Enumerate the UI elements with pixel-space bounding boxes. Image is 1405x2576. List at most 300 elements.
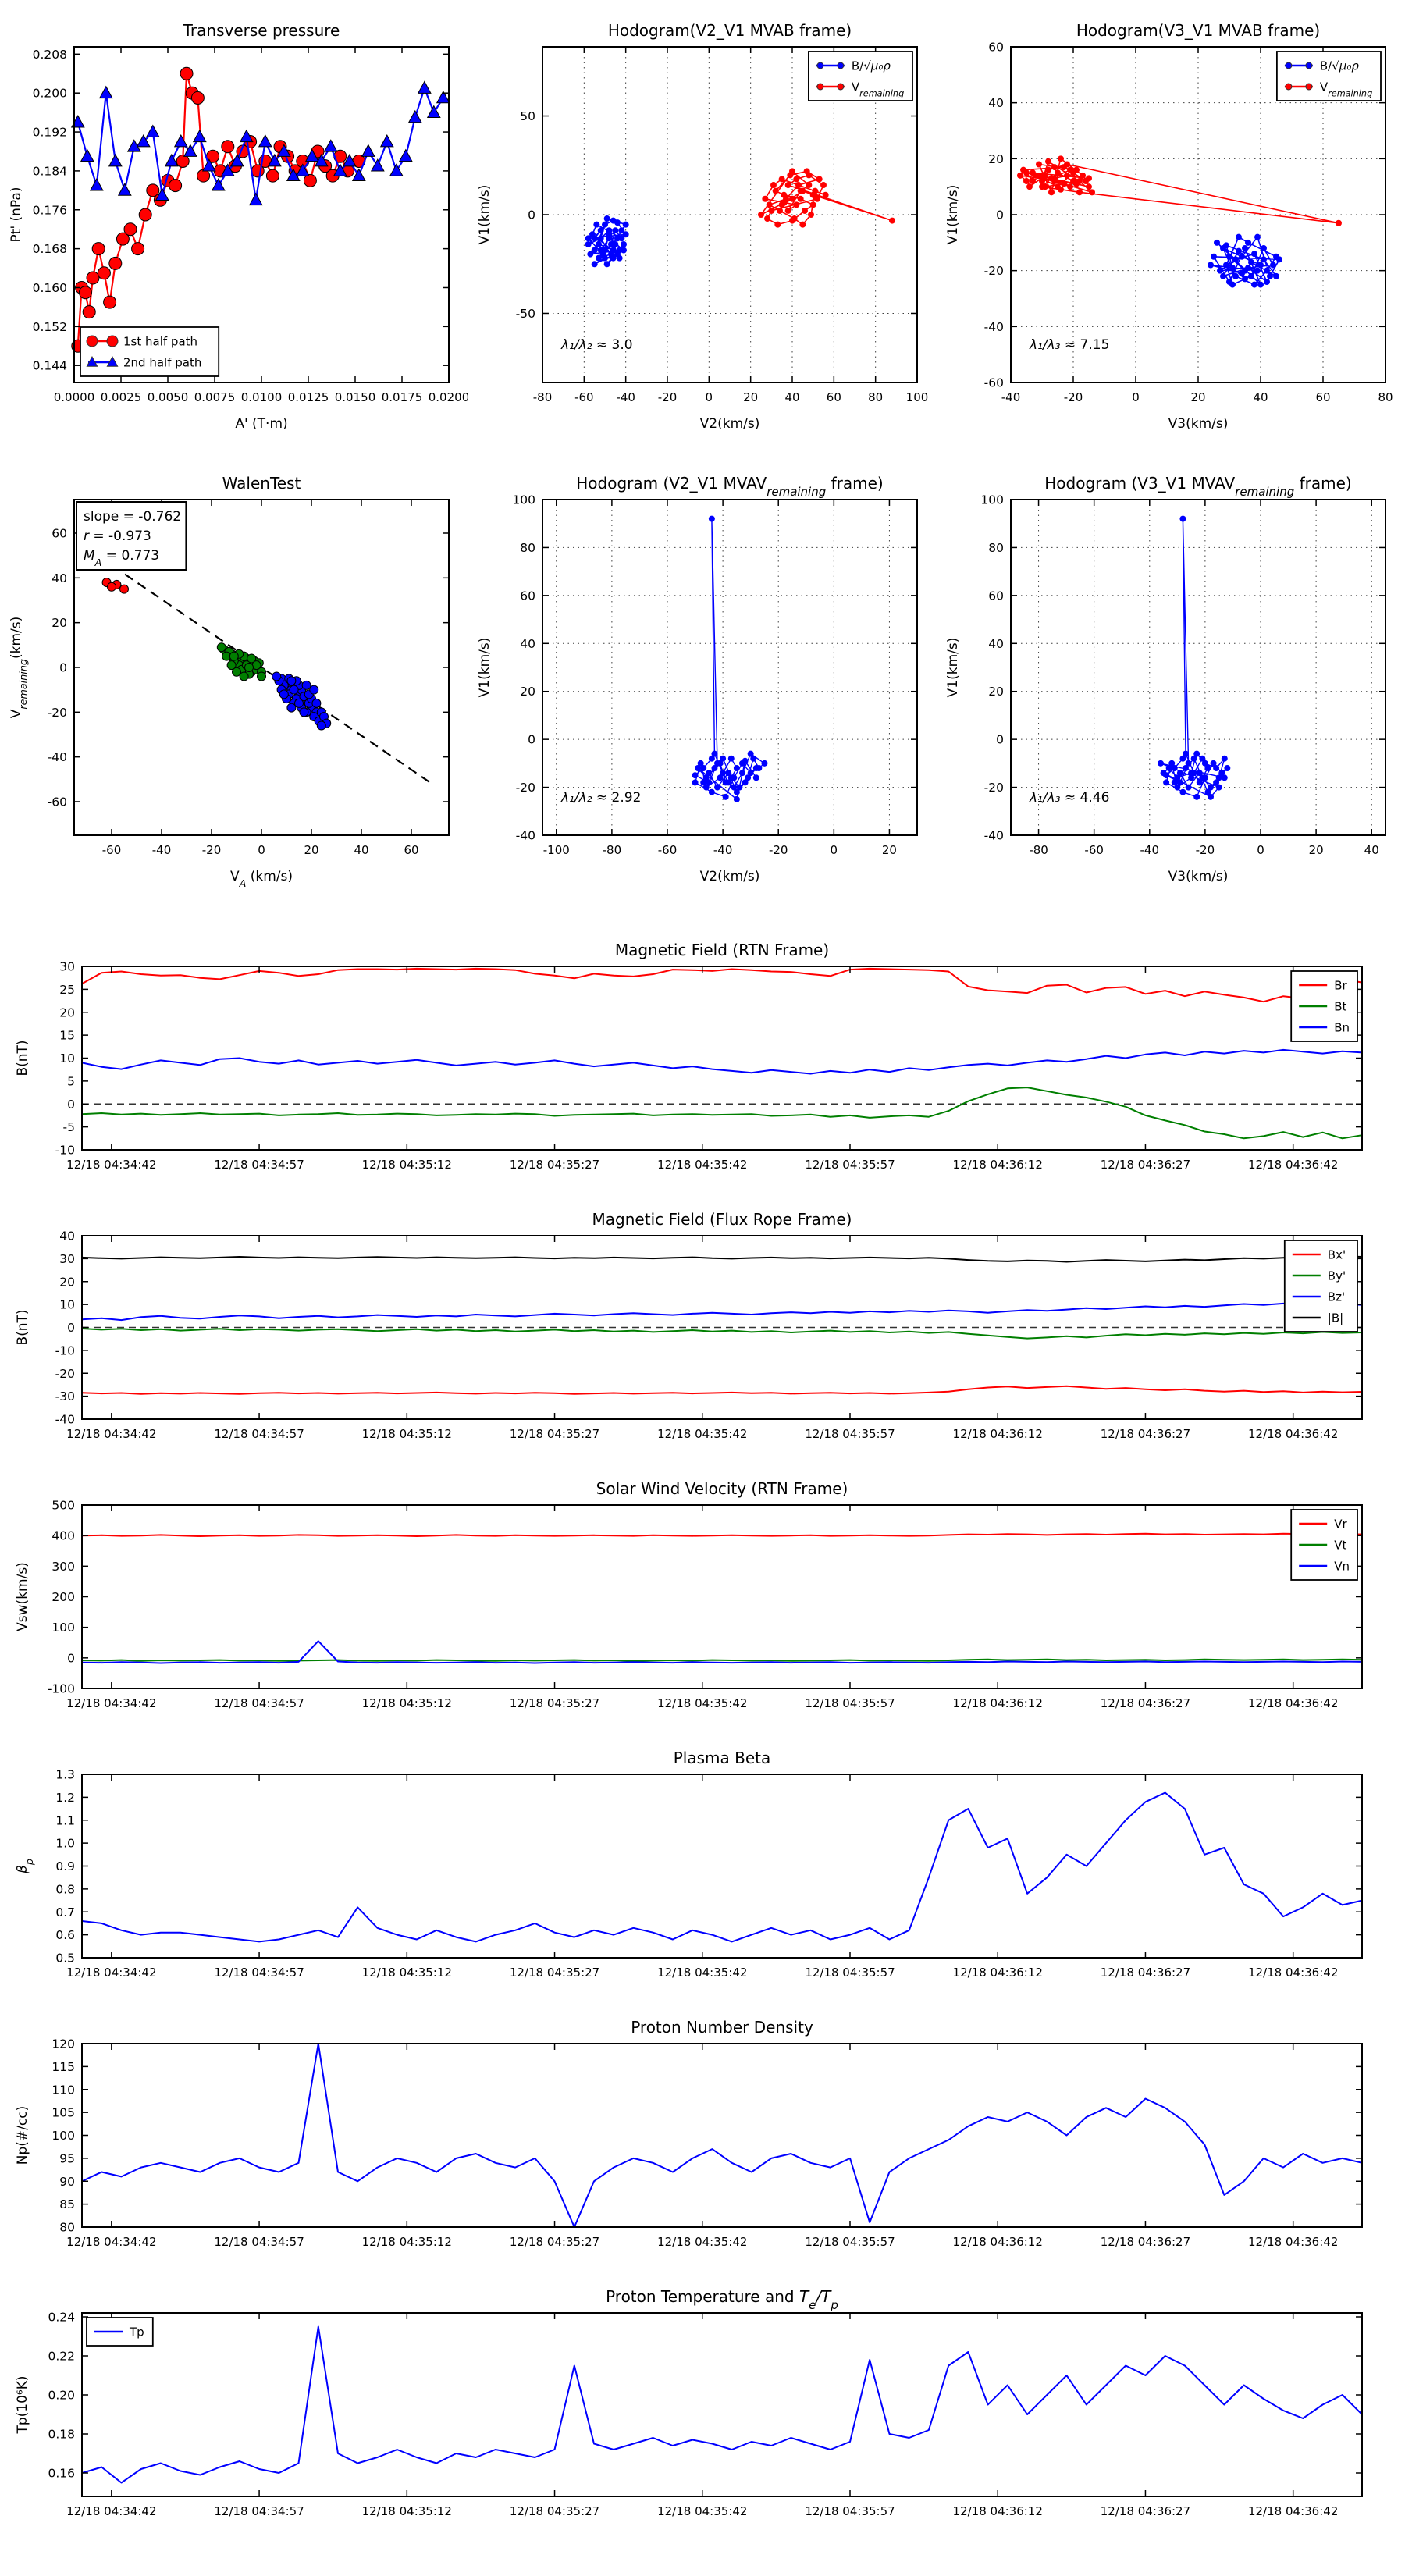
y-tick-label: 40 [59,1229,75,1244]
x-tick-label: 12/18 04:35:57 [805,2504,895,2518]
y-tick-label: 100 [512,493,535,507]
series-Br [82,969,1362,1002]
panel-magnetic-field-flux-rope [0,1206,1405,1475]
panel-magnetic-field-rtn [0,937,1405,1206]
y-axis-label: V1(km/s) [945,637,961,698]
ticks [55,1768,1362,1980]
panel-title: Proton Temperature and $T_e/T_p$ [606,2287,838,2312]
magnetic-field-flux-rope-chart [0,1206,1405,1475]
x-tick-label: -60 [657,843,678,857]
x-tick-label: 12/18 04:35:57 [805,1427,895,1441]
legend-label: Bx' [1327,1247,1346,1262]
y-tick-label: 110 [52,2083,75,2097]
x-tick-label: 12/18 04:36:12 [952,1696,1043,1710]
y-tick-label: 0 [67,1097,75,1112]
x-tick-label: 12/18 04:35:27 [509,2235,600,2249]
x-tick-label: 60 [826,390,841,404]
x-tick-label: 12/18 04:35:12 [361,2235,452,2249]
x-tick-label: 12/18 04:36:27 [1100,1427,1191,1441]
x-tick-label: 12/18 04:35:27 [509,1696,600,1710]
x-tick-label: 12/18 04:34:57 [214,1696,304,1710]
x-tick-label: -20 [1063,390,1083,404]
y-tick-label: 0 [996,732,1004,747]
y-tick-label: 0.152 [32,319,67,334]
y-tick-label: 200 [52,1590,75,1604]
y-tick-label: 1.1 [55,1813,75,1828]
legend-label: Br [1334,978,1347,993]
legend-label: Tp [130,2325,144,2339]
y-tick-label: -40 [984,828,1004,843]
y-tick-label: -20 [55,1366,75,1381]
series-Bz-prime [82,1304,1362,1320]
legend-label: Vt [1334,1538,1347,1553]
x-tick-label: 0 [830,843,838,857]
y-axis-label: Np(#/cc) [15,2105,30,2165]
legend-label: 2nd half path [123,355,202,370]
y-tick-label: 40 [520,636,535,651]
y-tick-label: 500 [52,1498,75,1513]
y-tick-label: 0.184 [32,164,67,179]
x-tick-label: 12/18 04:35:12 [361,1696,452,1710]
y-tick-label: 50 [520,109,535,124]
x-tick-label: 12/18 04:35:42 [657,1966,748,1980]
legend-label: By' [1327,1268,1346,1283]
y-tick-label: 20 [52,616,67,631]
x-tick-label: 12/18 04:36:12 [952,2235,1043,2249]
y-axis-label: B(nT) [15,1040,30,1076]
top-row-1 [0,12,1405,457]
x-tick-label: 0 [258,843,265,857]
y-tick-label: 100 [52,1621,75,1635]
y-tick-label: 0.20 [48,2388,75,2403]
y-tick-label: 60 [520,589,535,603]
y-tick-label: 0.192 [32,125,67,140]
axes-box [82,2044,1362,2227]
series-last-points [272,672,331,730]
series-B-over-sqrt-mu0rho [1208,234,1282,288]
x-tick-label: 12/18 04:36:27 [1100,2235,1191,2249]
x-tick-label: 0.0200 [428,390,468,404]
x-tick-label: 12/18 04:34:57 [214,1966,304,1980]
x-tick-label: 12/18 04:35:27 [509,1966,600,1980]
x-tick-label: 0.0025 [100,390,142,404]
y-tick-label: -50 [515,306,535,321]
panel-title: Plasma Beta [673,1749,771,1767]
y-axis-label: V1(km/s) [477,637,493,698]
x-tick-label: 0.0125 [287,390,329,404]
series-B-over-sqrt-mu0rho [585,215,629,267]
panel-title: Hodogram (V3_V1 $MVAV_{remaining}$ frame) [1044,474,1352,499]
y-tick-label: 25 [59,982,75,997]
y-tick-label: -20 [984,264,1004,279]
x-tick-label: 12/18 04:35:12 [361,1427,452,1441]
legend-label: $V_{remaining}$ [851,80,905,98]
legend [1291,971,1357,1041]
y-tick-label: 0 [67,1321,75,1335]
series-V-remaining [758,168,895,227]
legend-label: |B| [1327,1311,1344,1325]
series-Tp [82,2327,1362,2483]
x-tick-label: 12/18 04:35:12 [361,1158,452,1172]
y-axis-label: $\beta_p$ [15,1859,36,1873]
x-tick-label: 12/18 04:36:42 [1248,1696,1339,1710]
x-tick-label: 20 [743,390,759,404]
y-tick-label: 80 [59,2220,75,2235]
hodogram-v2v1-mvab-chart [468,12,937,457]
x-tick-label: -20 [657,390,678,404]
y-tick-label: 0.176 [32,203,67,218]
y-tick-label: -40 [984,319,1004,334]
y-tick-label: -20 [515,781,535,795]
y-tick-label: 0 [996,208,1004,222]
y-tick-label: 0.18 [48,2427,75,2442]
y-tick-label: 1.0 [55,1836,75,1851]
x-tick-label: 12/18 04:35:42 [657,2504,748,2518]
x-axis-label: A' (T·m) [235,416,288,432]
series-Bn [82,1050,1362,1074]
legend-label: B/√μ₀ρ [1319,59,1359,73]
y-tick-label: -10 [55,1343,75,1358]
stats-textbox [76,502,186,570]
y-tick-label: 0.208 [32,47,67,62]
y-axis-label: Pt' (nPa) [9,187,24,243]
legend [1291,1510,1357,1580]
x-tick-label: -60 [101,843,122,857]
y-tick-label: 1.3 [55,1767,75,1782]
y-axis-label: V1(km/s) [477,184,493,245]
x-tick-label: 40 [354,843,369,857]
panel-plasma-beta [0,1745,1405,2014]
y-tick-label: 5 [67,1074,75,1089]
x-tick-label: 12/18 04:34:42 [66,1966,157,1980]
y-tick-label: -40 [47,750,67,765]
legend-label: Bt [1334,999,1347,1014]
annotation: λ₁/λ₃ ≈ 7.15 [1030,337,1110,353]
x-tick-label: -40 [1140,843,1160,857]
y-tick-label: 40 [988,96,1004,111]
x-tick-label: 12/18 04:34:42 [66,2504,157,2518]
y-tick-label: 105 [52,2105,75,2120]
x-tick-label: 100 [905,390,929,404]
y-tick-label: -60 [47,795,67,809]
panel-hodogram-v3v1-mvav [937,464,1405,909]
y-tick-label: -40 [55,1412,75,1427]
x-tick-label: 12/18 04:36:12 [952,1427,1043,1441]
y-tick-label: -100 [47,1681,75,1696]
y-tick-label: 60 [988,40,1004,55]
y-tick-label: -30 [55,1389,75,1404]
legend-label: $V_{remaining}$ [1319,80,1373,98]
x-tick-label: 12/18 04:35:27 [509,1427,600,1441]
x-tick-label: 12/18 04:36:42 [1248,2504,1339,2518]
y-tick-label: 20 [520,685,535,699]
y-tick-label: 20 [988,151,1004,166]
series-Bt [82,1087,1362,1138]
legend [87,2318,153,2346]
x-tick-label: 12/18 04:36:12 [952,2504,1043,2518]
panel-hodogram-v2v1-mvab [468,12,937,457]
panel-solar-wind-velocity [0,1475,1405,1745]
series-B-magnitude [82,1256,1362,1261]
y-tick-label: 400 [52,1528,75,1543]
y-tick-label: 300 [52,1559,75,1574]
x-tick-label: 12/18 04:36:42 [1248,1427,1339,1441]
y-tick-label: 0 [59,660,67,675]
y-axis-label: Tp(10⁶K) [15,2375,30,2434]
x-axis-label: V2(km/s) [699,869,760,884]
walen-test-chart [0,464,468,909]
x-tick-label: 12/18 04:34:42 [66,1696,157,1710]
y-tick-label: -20 [47,705,67,720]
x-tick-label: -20 [201,843,222,857]
y-tick-label: 0 [528,732,535,747]
x-tick-label: 12/18 04:36:27 [1100,2504,1191,2518]
x-tick-label: 20 [881,843,897,857]
panel-title: Hodogram(V3_V1 MVAB frame) [1076,21,1321,40]
y-tick-label: 0.168 [32,242,67,257]
legend [809,52,912,101]
x-tick-label: 0 [1257,843,1264,857]
series-Vr [82,1534,1362,1536]
x-axis-label: V2(km/s) [699,416,760,432]
series-2nd-half-path [72,81,450,205]
y-tick-label: 0.22 [48,2349,75,2364]
panel-title: Magnetic Field (RTN Frame) [614,941,830,959]
x-tick-label: 40 [1253,390,1268,404]
y-axis-label: B(nT) [15,1309,30,1346]
x-tick-label: 12/18 04:36:12 [952,1158,1043,1172]
annotation: λ₁/λ₃ ≈ 4.46 [1030,790,1110,806]
x-tick-label: 40 [1364,843,1379,857]
x-tick-label: -40 [616,390,635,404]
y-tick-label: 90 [59,2174,75,2189]
x-tick-label: 12/18 04:35:27 [509,1158,600,1172]
x-tick-label: 60 [1315,390,1331,404]
x-axis-label: V3(km/s) [1168,869,1229,884]
x-tick-label: -40 [151,843,172,857]
y-axis-label: Vsw(km/s) [15,1562,30,1631]
x-tick-label: -60 [1084,843,1104,857]
x-tick-label: 0 [1132,390,1140,404]
top-row-2 [0,464,1405,909]
y-axis-label: $V_{remaining}(km/s)$ [9,616,30,719]
series-Vt [82,1660,1362,1661]
y-tick-label: 0.144 [32,358,67,373]
panel-title: Solar Wind Velocity (RTN Frame) [596,1479,848,1498]
transverse-pressure-chart [0,12,468,457]
y-tick-label: 0.16 [48,2466,75,2481]
x-tick-label: -20 [768,843,788,857]
y-tick-label: 60 [988,589,1004,603]
y-tick-label: 20 [59,1005,75,1020]
annotation: λ₁/λ₂ ≈ 2.92 [561,790,642,806]
y-tick-label: 0.24 [48,2310,75,2325]
magnetic-field-rtn-chart [0,937,1405,1206]
axes-box [82,1774,1362,1958]
legend-label: B/√μ₀ρ [851,59,891,73]
x-tick-label: 0.0000 [53,390,95,404]
x-tick-label: 60 [404,843,419,857]
legend-label: Bn [1334,1020,1350,1035]
x-tick-label: 0.0100 [240,390,283,404]
panel-title: Hodogram (V2_V1 $MVAV_{remaining}$ frame) [576,474,884,499]
x-tick-label: 12/18 04:35:57 [805,1696,895,1710]
x-tick-label: 80 [1378,390,1393,404]
x-tick-label: 12/18 04:36:42 [1248,1158,1339,1172]
y-tick-label: 85 [59,2197,75,2212]
y-tick-label: -5 [62,1120,75,1135]
y-tick-label: 30 [59,959,75,974]
y-tick-label: 0.6 [55,1928,75,1943]
y-tick-label: 115 [52,2059,75,2074]
x-tick-label: 12/18 04:36:27 [1100,1158,1191,1172]
x-axis-label: V3(km/s) [1168,416,1229,432]
x-tick-label: 12/18 04:34:57 [214,1427,304,1441]
y-tick-label: 0.200 [32,86,67,101]
y-tick-label: 0.160 [32,280,67,295]
series-V-remaining [1017,155,1342,226]
x-tick-label: 0.0075 [194,390,236,404]
x-tick-label: 12/18 04:36:27 [1100,1696,1191,1710]
plasma-beta-chart [0,1745,1405,2014]
series-mid-points [217,643,265,681]
x-tick-label: -100 [542,843,570,857]
x-tick-label: 12/18 04:36:42 [1248,2235,1339,2249]
y-tick-label: 40 [988,636,1004,651]
x-tick-label: -40 [1001,390,1021,404]
series-v-trace [692,516,768,802]
panel-title: WalenTest [222,474,301,493]
x-tick-label: 12/18 04:35:27 [509,2504,600,2518]
svg-text:MA = 0.773: $M_A = 0.773$ [84,548,160,569]
ticks [52,2037,1362,2250]
panel-title: Hodogram(V2_V1 MVAB frame) [607,21,852,40]
x-tick-label: 12/18 04:35:12 [361,1966,452,1980]
proton-temperature-chart [0,2283,1405,2553]
legend [1285,1240,1357,1332]
series-beta-p [82,1793,1362,1942]
x-tick-label: 0 [705,390,713,404]
y-tick-label: 0.8 [55,1882,75,1897]
legend-label: Vn [1334,1559,1350,1574]
y-tick-label: 20 [988,685,1004,699]
x-tick-label: 40 [784,390,800,404]
panel-title: Proton Number Density [631,2018,813,2037]
y-tick-label: -40 [515,828,535,843]
x-tick-label: 12/18 04:34:42 [66,1427,157,1441]
legend [80,327,219,376]
axes-box [82,2313,1362,2496]
y-tick-label: 120 [52,2037,75,2051]
x-tick-label: 12/18 04:35:57 [805,2235,895,2249]
y-tick-label: 1.2 [55,1790,75,1805]
hodogram-v2v1-mvav-chart [468,464,937,909]
y-tick-label: 100 [52,2129,75,2143]
panel-hodogram-v3v1-mvab [937,12,1405,457]
series-Bx-prime [82,1386,1362,1394]
x-tick-label: 12/18 04:35:57 [805,1966,895,1980]
series-1st-half-path [72,67,365,352]
panel-walen-test [0,464,468,909]
panel-hodogram-v2v1-mvav [468,464,937,909]
y-tick-label: -20 [984,781,1004,795]
time-series-stack [0,937,1405,2553]
x-tick-label: 80 [868,390,884,404]
x-tick-label: -80 [532,390,553,404]
y-axis-label: V1(km/s) [945,184,961,245]
panel-title: Magnetic Field (Flux Rope Frame) [592,1210,852,1229]
x-tick-label: 12/18 04:35:42 [657,1696,748,1710]
x-tick-label: -80 [602,843,622,857]
y-tick-label: 80 [988,540,1004,555]
x-tick-label: 12/18 04:35:42 [657,1158,748,1172]
y-tick-label: 20 [59,1275,75,1290]
x-tick-label: 12/18 04:36:42 [1248,1966,1339,1980]
y-tick-label: 80 [520,540,535,555]
y-tick-label: 0.9 [55,1859,75,1873]
x-tick-label: 20 [1190,390,1206,404]
legend-label: Bz' [1327,1290,1346,1304]
y-tick-label: 95 [59,2151,75,2166]
solar-wind-velocity-chart [0,1475,1405,1745]
y-tick-label: 15 [59,1028,75,1043]
y-tick-label: 0.5 [55,1951,75,1966]
svg-text:slope = -0.762: slope = -0.762 [84,509,182,525]
x-tick-label: 12/18 04:35:57 [805,1158,895,1172]
legend [1277,52,1381,101]
y-tick-label: 100 [980,493,1004,507]
y-tick-label: 10 [59,1051,75,1066]
x-tick-label: 20 [304,843,319,857]
x-tick-label: -40 [713,843,733,857]
x-tick-label: 0.0050 [147,390,189,404]
x-tick-label: 12/18 04:34:57 [214,2235,304,2249]
panel-title: Transverse pressure [183,21,340,40]
y-tick-label: 0 [528,208,535,222]
x-tick-label: 12/18 04:35:42 [657,2235,748,2249]
y-tick-label: 0.7 [55,1905,75,1920]
y-tick-label: 0 [67,1651,75,1666]
ticks [48,1499,1362,1711]
series-v-trace [1158,516,1230,800]
annotation: λ₁/λ₂ ≈ 3.0 [561,337,633,353]
legend-label: Vr [1334,1517,1347,1532]
series-By-prime [82,1329,1362,1339]
y-tick-label: 10 [59,1297,75,1312]
y-tick-label: -10 [55,1143,75,1158]
series-Np [82,2044,1362,2227]
x-tick-label: 0.0175 [381,390,423,404]
x-tick-label: -60 [574,390,594,404]
x-tick-label: 12/18 04:34:42 [66,2235,157,2249]
x-tick-label: 12/18 04:36:12 [952,1966,1043,1980]
x-tick-label: 12/18 04:34:57 [214,2504,304,2518]
hodogram-v3v1-mvav-chart [937,464,1405,909]
y-tick-label: 40 [52,571,67,585]
x-tick-label: 0.0150 [334,390,376,404]
ticks [48,2311,1362,2519]
x-tick-label: 12/18 04:36:27 [1100,1966,1191,1980]
x-tick-label: 12/18 04:34:57 [214,1158,304,1172]
x-tick-label: 12/18 04:35:42 [657,1427,748,1441]
x-tick-label: 12/18 04:34:42 [66,1158,157,1172]
legend-label: 1st half path [123,334,198,349]
x-tick-label: -80 [1029,843,1048,857]
y-tick-label: 30 [59,1251,75,1266]
hodogram-v3v1-mvab-chart [937,12,1405,457]
x-tick-label: 12/18 04:35:12 [361,2504,452,2518]
series-first-points [102,578,128,594]
